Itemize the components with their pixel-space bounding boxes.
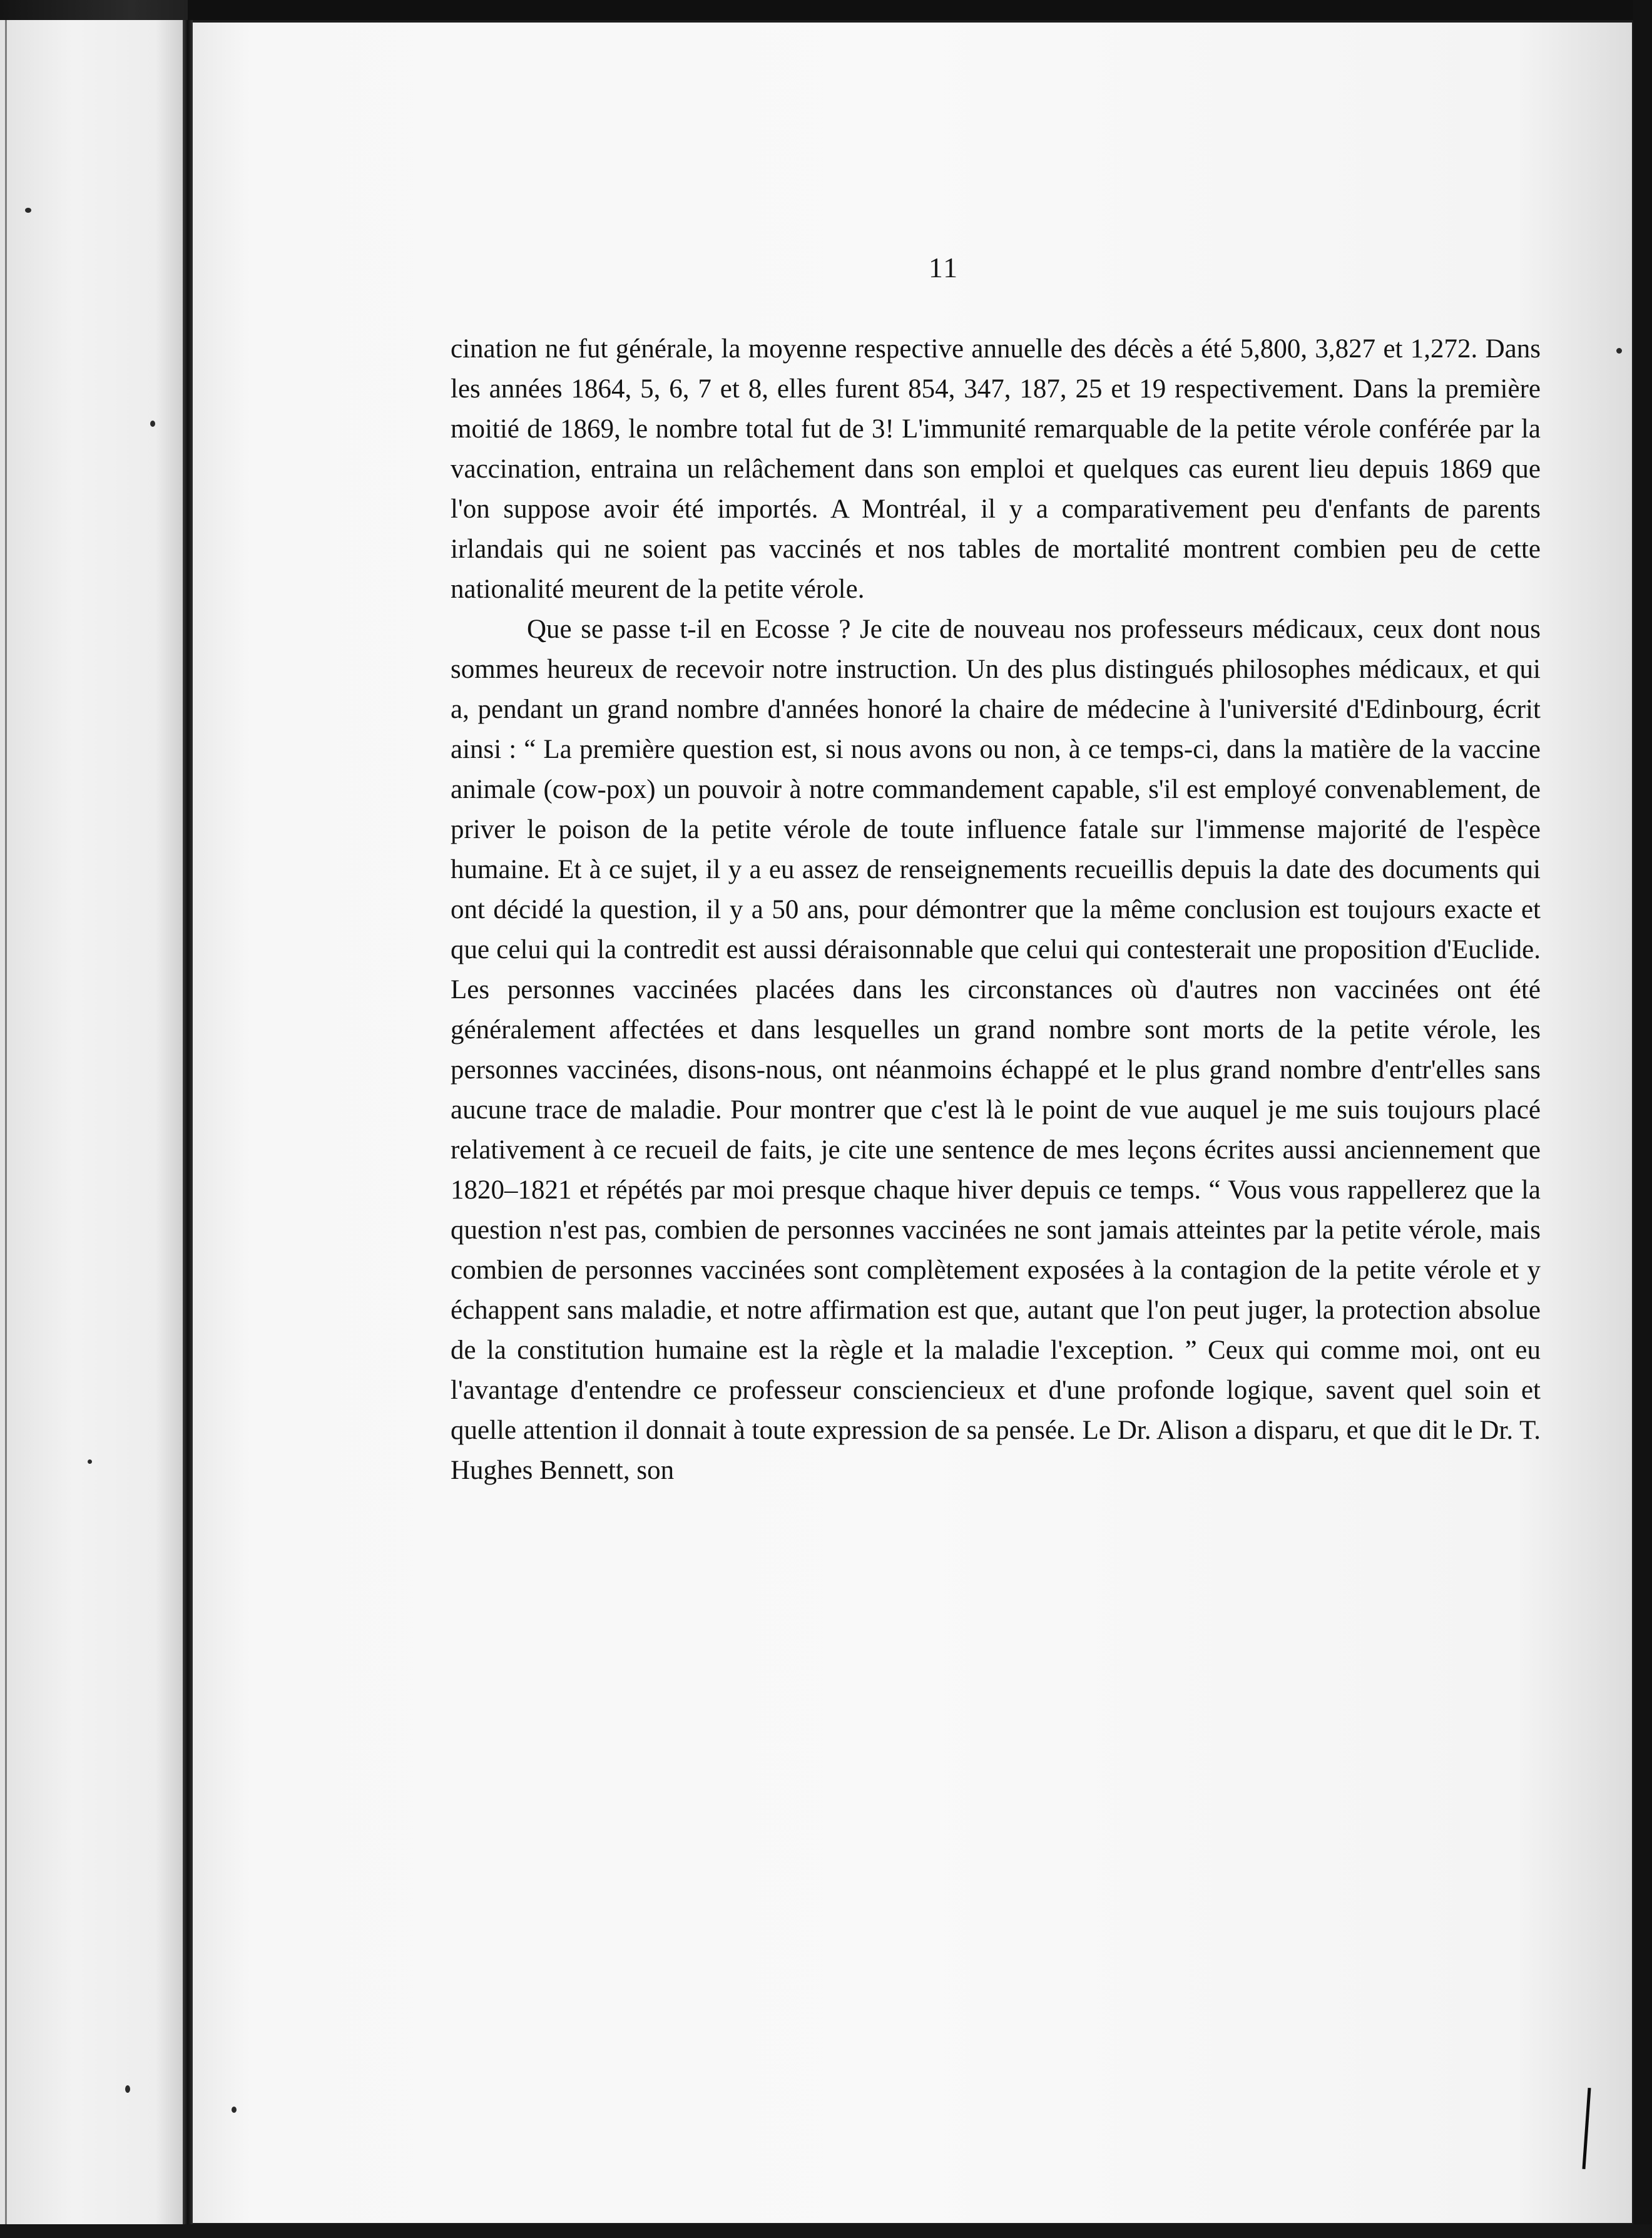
paragraph-ecosse: Que se passe t-il en Ecosse ? Je cite de nouveau nos professeurs médicaux, ceux dont nous sommes heureux de recevoir notre instruction. Un des plus distingués philosophes médicaux, et qui a, pendant un grand nombre d'années honoré la chaire de médecine à l'université d'Edinbourg, écrit ainsi : “ La première question est, si nous avons ou non, à ce temps-ci, dans la matière de la vaccine animale (cow-pox) un pouvoir à notre commandement capable, s'il est employé convenablement, de priver le poison de la petite vérole de toute influence fatale sur l'immense majorité de l'espèce humaine. Et à ce sujet, il y a eu assez de renseignements recueillis depuis la date des documents qui ont décidé la question, il y a 50 ans, pour démontrer que la même conclusion est toujours exacte et que celui qui la contredit est aussi déraisonnable que celui qui contesterait une proposition d'Euclide. Les personnes vaccinées placées dans les circonstances où d'autres non vaccinées ont été généralement affectées et dans lesquelles un grand nombre sont morts de la petite vérole, les personnes vaccinées, disons-nous, ont néanmoins échappé et le plus grand nombre d'entr'elles sans aucune trace de maladie. Pour montrer que c'est là le point de vue auquel je me suis toujours placé relativement à ce recueil de faits, je cite une sentence de mes leçons écrites aussi anciennement que 1820–1821 et répétés par moi presque chaque hiver depuis ce temps. “ Vous vous rappellerez que la question n'est pas, combien de personnes vaccinées ne sont jamais atteintes par la petite vérole, mais combien de personnes vaccinées sont complètement exposées à la contagion de la petite vérole et y échappent sans maladie, et notre affirmation est que, autant que l'on peut juger, la protection absolue de la constitution humaine est la règle et la maladie l'exception. ” Ceux qui comme moi, ont eu l'avantage d'entendre ce professeur consciencieux et d'une profonde logique, savent quel soin et quelle attention il donnait à toute expression de sa pensée. Le Dr. Alison a disparu, et que dit le Dr. T. Hughes Bennett, son: [451, 615, 1541, 1485]
document-page: [193, 23, 1632, 2223]
facing-page-edge: [0, 20, 183, 2224]
page-number: 11: [928, 252, 959, 284]
facing-page-speck: [150, 421, 155, 427]
page-speck: [232, 2107, 237, 2113]
body-text: [451, 329, 1541, 1491]
facing-page-border-line: [5, 20, 7, 2224]
facing-page-speck: [25, 208, 31, 213]
scanner-frame-right: [1633, 0, 1652, 2238]
scanner-frame-top: [0, 0, 1652, 20]
book-gutter: [183, 20, 193, 2224]
facing-page-speck: [88, 1459, 92, 1464]
page-scratch: [1582, 2088, 1591, 2169]
page-speck: [1616, 348, 1622, 354]
facing-page-speck: [125, 2085, 130, 2093]
scanner-frame-bottom: [0, 2224, 1652, 2238]
paragraph-continuation: cination ne fut générale, la moyenne respective annuelle des décès a été 5,800, 3,827 et 1,272. Dans les années 1864, 5, 6, 7 et 8, elles furent 854, 347, 187, 25 et 19 respectivement. Dans la première moitié de 1869, le nombre total fut de 3! L'immunité remarquable de la petite vérole conférée par la vaccination, entraina un relâchement dans son emploi et quelques cas eurent lieu depuis 1869 que l'on suppose avoir été importés. A Montréal, il y a comparativement peu d'enfants de parents irlandais qui ne soient pas vaccinés et nos tables de mortalité montrent combien peu de cette nationalité meurent de la petite vérole.: [451, 334, 1541, 604]
